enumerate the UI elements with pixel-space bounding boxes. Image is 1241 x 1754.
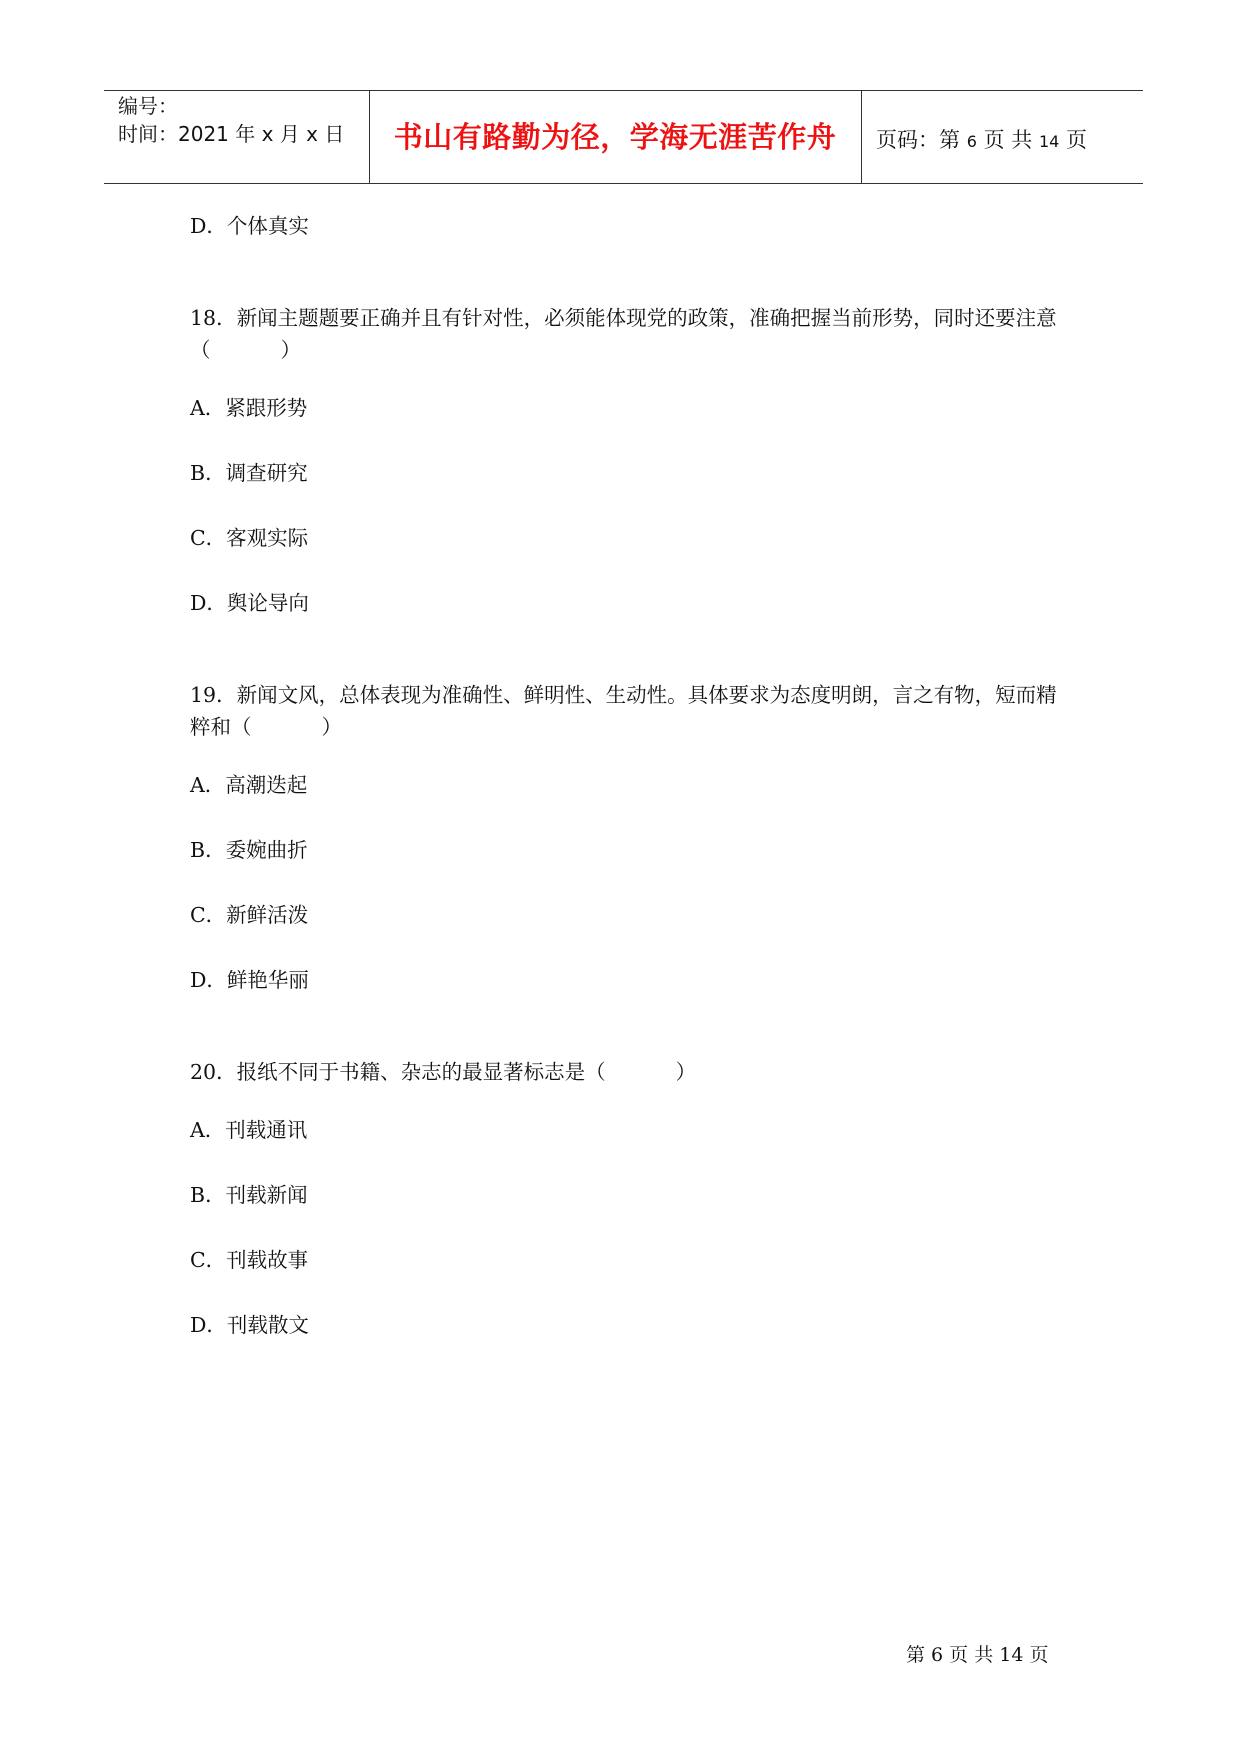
header-motto: 书山有路勤为径，学海无涯苦作舟 [393,120,837,154]
q20-option-a: A．刊载通讯 [190,1118,308,1142]
q19-option-c: C．新鲜活泼 [190,903,309,927]
q17-option-d: D．个体真实 [190,214,309,238]
q19-option-b: B．委婉曲折 [190,838,308,862]
header-bottom-rule [104,183,1143,184]
q19-option-a: A．高潮迭起 [190,773,308,797]
question-18-close: ） [280,338,301,362]
page-total: 14 [1038,132,1060,151]
page-suffix: 页 [1065,128,1087,152]
question-19 [190,679,1070,743]
q20-option-b: B．刊载新闻 [190,1183,308,1207]
q20-option-d: D．刊载散文 [190,1313,309,1337]
question-20-text: 20．报纸不同于书籍、杂志的最显著标志是（ [190,1060,606,1084]
q18-option-c: C．客观实际 [190,526,309,550]
page-footer: 第 6 页 共 14 页 [906,1644,1049,1666]
page-mid: 页 共 [983,128,1033,152]
q18-option-d: D．舆论导向 [190,591,309,615]
time-label: 时间：2021 年 x 月 x 日 [118,122,345,146]
question-20-close: ） [675,1060,697,1084]
question-20 [190,1056,1070,1088]
header-top-rule [104,90,1143,91]
question-19-close: ） [321,715,342,739]
header-page-info [876,124,1087,154]
question-19-text: 19．新闻文风，总体表现为准确性、鲜明性、生动性。具体要求为态度明朗，言之有物，短而精粹和（ [190,683,1057,739]
q19-option-d: D．鲜艳华丽 [190,968,309,992]
header-divider-right [861,90,862,183]
q18-option-a: A．紧跟形势 [190,396,308,420]
exam-content [190,210,1070,1374]
question-18 [190,302,1070,366]
q18-option-b: B．调查研究 [190,461,308,485]
q20-option-c: C．刊载故事 [190,1248,309,1272]
serial-label: 编号： [118,94,178,118]
question-18-text: 18．新闻主题题要正确并且有针对性，必须能体现党的政策，准确把握当前形势，同时还要注意（ [190,306,1057,362]
page-number: 6 [966,132,977,151]
header-meta [118,92,344,148]
page-prefix: 页码：第 [876,128,960,152]
